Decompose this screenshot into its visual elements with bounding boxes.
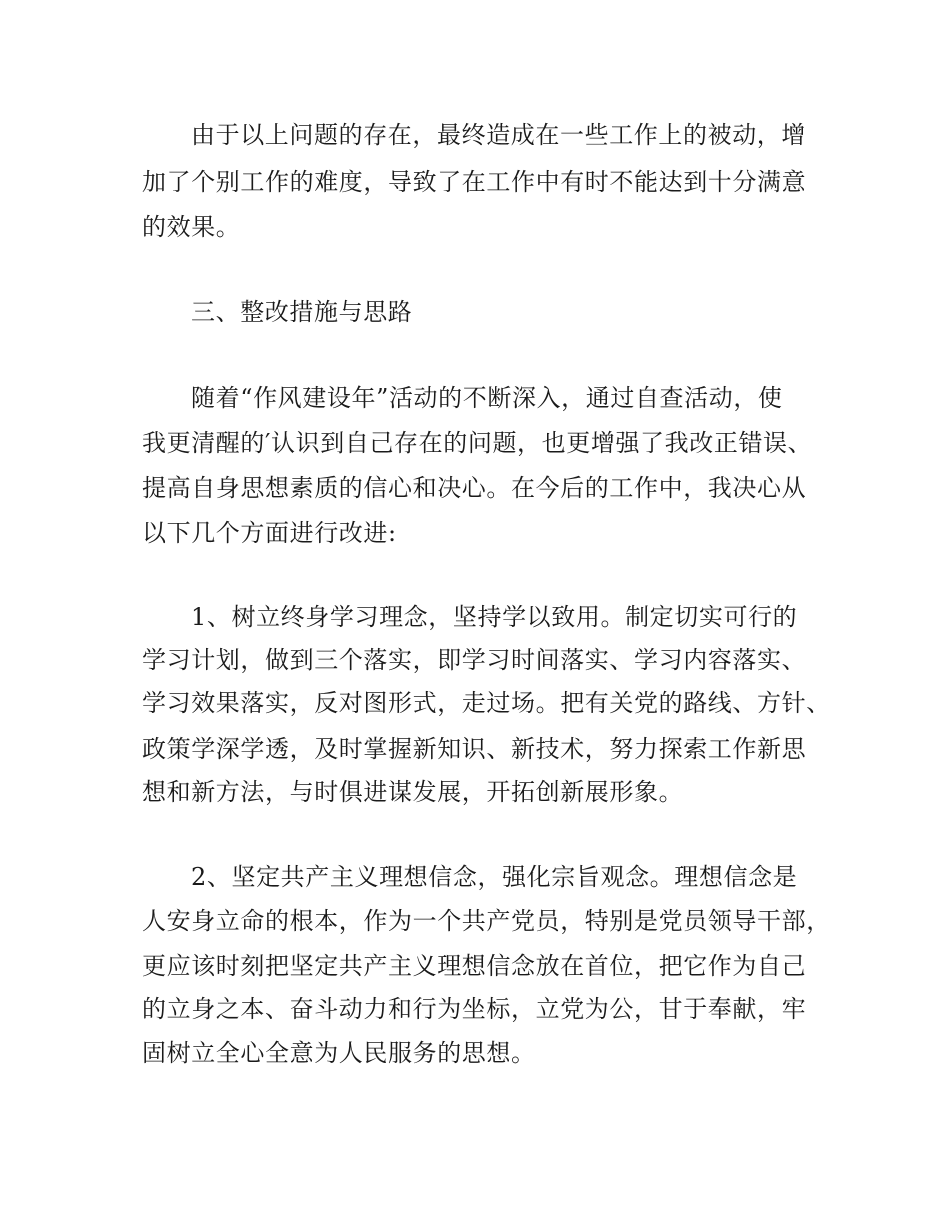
paragraph-2-line-4: 以下几个方面进行改进: [142, 519, 397, 547]
item-2-line-5: 固树立全心全意为人民服务的思想。 [142, 1039, 536, 1067]
item-1-line-3: 学习效果落实，反对图形式，走过场。把有关党的路线、方针、 [142, 689, 831, 717]
item-1-line-1: 1、树立终身学习理念，坚持学以致用。制定切实可行的 [191, 603, 798, 631]
paragraph-1-line-1: 由于以上问题的存在，最终造成在一些工作上的被动，增 [191, 121, 806, 149]
section-heading: 三、整改措施与思路 [191, 298, 413, 326]
paragraph-2-line-2: 我更清醒的′认识到自己存在的问题，也更增强了我改正错误、 [142, 429, 813, 457]
paragraph-1-line-3: 的效果。 [142, 213, 241, 241]
item-1-line-4: 政策学深学透，及时掌握新知识、新技术，努力探索工作新思 [142, 735, 807, 763]
item-2-line-1: 2、坚定共产主义理想信念，强化宗旨观念。理想信念是 [191, 863, 798, 891]
item-2-line-4: 的立身之本、奋斗动力和行为坐标，立党为公，甘于奉献，牢 [142, 995, 807, 1023]
item-1-line-2: 学习计划，做到三个落实，即学习时间落实、学习内容落实、 [142, 646, 807, 674]
paragraph-1-line-2: 加了个别工作的难度，导致了在工作中有时不能达到十分满意 [142, 168, 807, 196]
item-1-line-5: 想和新方法，与时俱进谋发展，开拓创新展形象。 [142, 778, 684, 806]
item-2-line-3: 更应该时刻把坚定共产主义理想信念放在首位，把它作为自己 [142, 952, 807, 980]
item-2-line-2: 人安身立命的根本，作为一个共产党员，特别是党员领导干部， [142, 907, 831, 935]
paragraph-2-line-3: 提高自身思想素质的信心和决心。在今后的工作中，我决心从 [142, 474, 807, 502]
paragraph-2-line-1: 随着“作风建设年”活动的不断深入，通过自查活动，使 [191, 384, 783, 412]
